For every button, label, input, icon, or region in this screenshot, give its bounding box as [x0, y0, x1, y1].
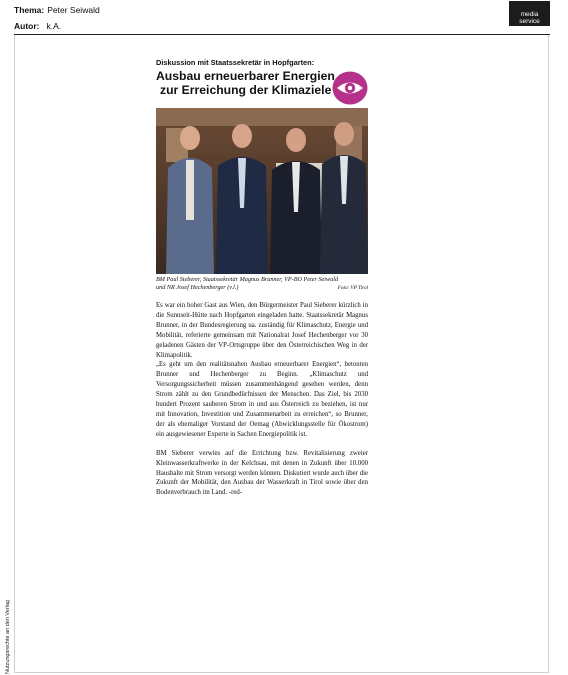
paragraph: „Es geht um den realitätsnahen Ausbau erneuerbarer Energien“, betonten Brunner und Hechenberger zu Beginn. „Klimaschutz und Versorgungssicherheit müssen zusammenhängend gesehen werden, denn Strom zählt zu den Grundbedürfnissen der Menschen. Das Ziel, bis 2030 hundert Prozent sauberen Strom in und aus Österreich zu beziehen, ist nur mit Innovation, Investition und Zusammenarbeit zu erreichen“, so Brunner, der als ehemaliger Vorstand der Oemag (Abwicklungsstelle für Ökostrom) ein ausgewiesener Experte in Sachen Energiepolitik ist. [156, 361, 368, 438]
paragraph: Es war ein hoher Gast aus Wien, den Bürgermeister Paul Sieberer kürzlich in die Sunnseit-Hütte nach Hopfgarten eingeladen hatte. Staatssekretär Magnus Brunner, in der Bundesregierung ua. zuständig für Klimaschutz, Energie und Mobilität, referierte gemeinsam mit Nationalrat Josef Hechenberger vor 30 geladenen Gästen der VP-Ortsgruppe über den Österreichischen Weg in der Klimapolitik. [156, 302, 368, 359]
article-kicker: Diskussion mit Staatssekretär in Hopfgarten: [156, 58, 315, 67]
headline-line-1: Ausbau erneuerbarer Energien [156, 69, 335, 83]
headline-line-2: zur Erreichung der Klimaziele [160, 83, 332, 97]
autor-value: k.A. [46, 21, 62, 31]
usage-rights-note [3, 598, 13, 674]
photo-caption [156, 276, 368, 292]
caption-line-2: und NR Josef Hechenberger (v.l.) [156, 284, 239, 291]
article-body [156, 301, 368, 498]
article-photo [156, 108, 368, 274]
meta-autor [14, 21, 61, 32]
article-clipping [156, 58, 368, 497]
media-service-logo [509, 1, 550, 26]
logo-line-2: service [519, 18, 540, 25]
caption-line-1: BM Paul Sieberer, Staatssekretär Magnus Brunner, VP-BO Peter Seiwald [156, 276, 339, 283]
photo-credit: Foto: VP Tirol [337, 285, 368, 291]
thema-label: Thema: [14, 5, 45, 15]
usage-rights-text: Nutzungsrechte an den Verlag [5, 600, 11, 674]
meta-thema [14, 5, 100, 16]
thema-value: Peter Seiwald [47, 5, 100, 15]
autor-label: Autor: [14, 21, 40, 31]
eye-icon [332, 71, 368, 105]
paragraph: BM Sieberer verwies auf die Errichtung bzw. Revitalisierung zweier Kleinwasserkraftwerke in der Kelchsau, mit denen in Zukunft über 10.000 Haushalte mit Strom versorgt werden können. Diskutiert wurde auch über die Zukunft der Mobilität, den Ausbau der Wasserkraft in Tirol sowie über den Bodenverbrauch im Land. -red- [156, 449, 368, 497]
logo-line-1: media [520, 11, 539, 18]
